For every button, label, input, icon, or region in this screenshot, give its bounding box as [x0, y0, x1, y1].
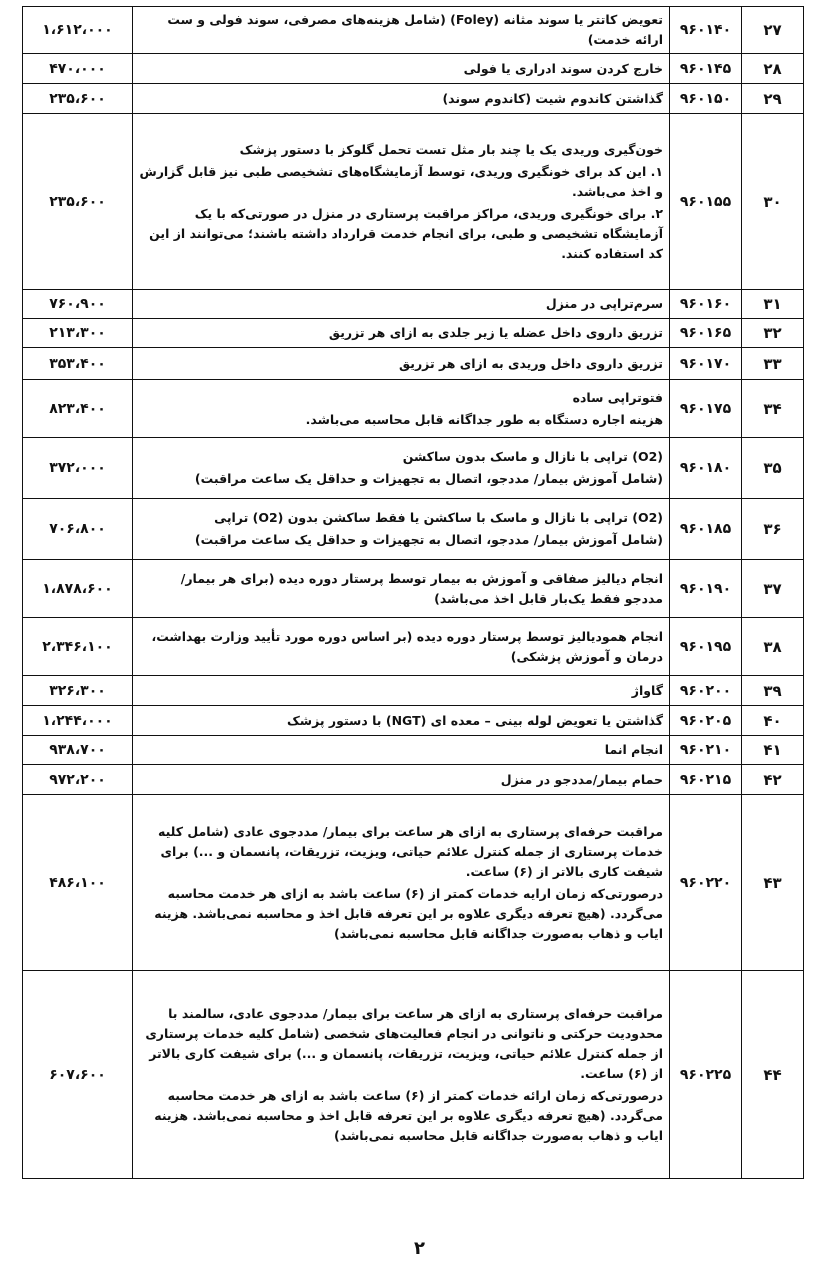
- description-line: مراقبت حرفه‌ای پرستاری به ازای هر ساعت برای بیمار/ مددجوی عادی، سالمند با محدودیت حرکتی و ناتوانی در انجام فعالیت‌های شخصی (شامل کلیه خدمات پرستاری از جمله کنترل علائم حیاتی، ویزیت، تزریقات، پانسمان و ...) برای شیفت کاری بالاتر از (۶) ساعت.: [145, 1005, 663, 1081]
- row-number-cell: ۳۸: [742, 618, 804, 676]
- table-row: [23, 560, 804, 618]
- service-code-cell: ۹۶۰۲۰۵: [670, 706, 742, 736]
- tariff-table-body: [23, 7, 804, 1179]
- row-number-cell: ۳۳: [742, 348, 804, 380]
- row-number-cell: ۲۷: [742, 7, 804, 54]
- description-line: تزریق داروی داخل عضله یا زیر جلدی به ازای هر تزریق: [328, 325, 663, 340]
- table-row: [23, 795, 804, 971]
- tariff-price-cell: ۲۳۵،۶۰۰: [23, 84, 133, 114]
- table-row: [23, 618, 804, 676]
- description-line: گاواژ: [631, 682, 663, 698]
- tariff-price-cell: ۷۰۶،۸۰۰: [23, 499, 133, 560]
- service-code-cell: ۹۶۰۱۴۰: [670, 7, 742, 54]
- service-code-cell: ۹۶۰۱۸۰: [670, 438, 742, 499]
- service-description-cell: [133, 348, 670, 380]
- tariff-price-cell: ۲۱۳،۳۰۰: [23, 319, 133, 348]
- service-code-cell: ۹۶۰۱۶۰: [670, 290, 742, 319]
- table-row: [23, 380, 804, 438]
- service-code-cell: ۹۶۰۱۴۵: [670, 54, 742, 84]
- row-number-cell: ۴۳: [742, 795, 804, 971]
- table-row: [23, 114, 804, 290]
- service-description-cell: [133, 7, 670, 54]
- service-code-cell: ۹۶۰۱۶۵: [670, 319, 742, 348]
- row-number-cell: ۳۵: [742, 438, 804, 499]
- description-line: سرم‌تراپی در منزل: [545, 296, 663, 311]
- tariff-price-cell: ۱،۶۱۲،۰۰۰: [23, 7, 133, 54]
- service-description-cell: [133, 676, 670, 706]
- service-description-cell: [133, 706, 670, 736]
- tariff-price-cell: ۹۳۸،۷۰۰: [23, 736, 133, 765]
- description-line: (O2) تراپی با نازال و ماسک بدون ساکشن: [402, 449, 663, 464]
- service-description-cell: [133, 290, 670, 319]
- tariff-price-cell: ۴۸۶،۱۰۰: [23, 795, 133, 971]
- service-code-cell: ۹۶۰۲۲۰: [670, 795, 742, 971]
- row-number-cell: ۳۲: [742, 319, 804, 348]
- row-number-cell: ۲۹: [742, 84, 804, 114]
- row-number-cell: ۴۲: [742, 765, 804, 795]
- service-description-cell: [133, 319, 670, 348]
- row-number-cell: ۴۱: [742, 736, 804, 765]
- service-description-cell: [133, 560, 670, 618]
- service-code-cell: ۹۶۰۱۵۵: [670, 114, 742, 290]
- row-number-cell: ۳۹: [742, 676, 804, 706]
- tariff-table: [22, 6, 804, 1179]
- description-line: تزریق داروی داخل وریدی به ازای هر تزریق: [399, 355, 663, 371]
- table-row: [23, 765, 804, 795]
- description-line: انجام انما: [604, 742, 663, 757]
- table-row: [23, 348, 804, 380]
- table-row: [23, 499, 804, 560]
- service-code-cell: ۹۶۰۲۱۰: [670, 736, 742, 765]
- row-number-cell: ۳۷: [742, 560, 804, 618]
- service-description-cell: [133, 84, 670, 114]
- description-line: انجام دیالیز صفاقی و آموزش به بیمار توسط پرستار دوره دیده (برای هر بیمار/ مددجو فقط یک‌بار قابل اخذ می‌باشد): [180, 570, 663, 606]
- service-code-cell: ۹۶۰۲۱۵: [670, 765, 742, 795]
- description-line: حمام بیمار/مددجو در منزل: [500, 771, 663, 787]
- description-line: هزینه اجاره دستگاه به طور جداگانه قابل محاسبه می‌باشد.: [305, 411, 663, 427]
- service-description-cell: [133, 618, 670, 676]
- table-row: [23, 736, 804, 765]
- service-description-cell: [133, 765, 670, 795]
- table-row: [23, 54, 804, 84]
- tariff-price-cell: ۱،۲۴۴،۰۰۰: [23, 706, 133, 736]
- tariff-price-cell: ۲،۳۴۶،۱۰۰: [23, 618, 133, 676]
- row-number-cell: ۳۶: [742, 499, 804, 560]
- description-line: گذاشتن کاندوم شیت (کاندوم سوند): [442, 90, 663, 106]
- description-line: (شامل آموزش بیمار/ مددجو، اتصال به تجهیزات و حداقل یک ساعت مراقبت): [194, 532, 663, 547]
- service-code-cell: ۹۶۰۱۷۵: [670, 380, 742, 438]
- service-description-cell: [133, 795, 670, 971]
- service-description-cell: [133, 499, 670, 560]
- service-code-cell: ۹۶۰۱۹۰: [670, 560, 742, 618]
- description-line: ۲. برای خونگیری وریدی، مراکز مراقبت پرستاری در منزل در صورتی‌که با یک آزمایشگاه تشخیصی و طبی، برای انجام خدمت قرارداد داشته باشند؛ می‌توانند از این کد استفاده کنند.: [149, 205, 663, 261]
- tariff-price-cell: ۳۷۲،۰۰۰: [23, 438, 133, 499]
- table-row: [23, 7, 804, 54]
- service-code-cell: ۹۶۰۲۲۵: [670, 971, 742, 1179]
- description-line: مراقبت حرفه‌ای پرستاری به ازای هر ساعت برای بیمار/ مددجوی عادی (شامل کلیه خدمات پرستاری از جمله کنترل علائم حیاتی، ویزیت، تزریقات، پانسمان و ...) برای شیفت کاری بالاتر از (۶) ساعت.: [157, 823, 663, 879]
- tariff-price-cell: ۹۷۲،۲۰۰: [23, 765, 133, 795]
- service-code-cell: ۹۶۰۱۹۵: [670, 618, 742, 676]
- table-row: [23, 290, 804, 319]
- tariff-price-cell: ۴۷۰،۰۰۰: [23, 54, 133, 84]
- service-description-cell: [133, 114, 670, 290]
- service-description-cell: [133, 438, 670, 499]
- row-number-cell: ۲۸: [742, 54, 804, 84]
- service-code-cell: ۹۶۰۱۸۵: [670, 499, 742, 560]
- description-line: فتوتراپی ساده: [572, 389, 663, 405]
- service-code-cell: ۹۶۰۱۵۰: [670, 84, 742, 114]
- table-row: [23, 84, 804, 114]
- service-description-cell: [133, 380, 670, 438]
- description-line: خون‌گیری وریدی یک یا چند بار مثل تست تحمل گلوکز با دستور پزشک: [239, 141, 663, 157]
- table-row: [23, 706, 804, 736]
- service-code-cell: ۹۶۰۲۰۰: [670, 676, 742, 706]
- table-row: [23, 971, 804, 1179]
- description-line: (شامل آموزش بیمار/ مددجو، اتصال به تجهیزات و حداقل یک ساعت مراقبت): [194, 471, 663, 486]
- tariff-price-cell: ۷۶۰،۹۰۰: [23, 290, 133, 319]
- description-line: گذاشتن یا تعویض لوله بینی – معده ای (NGT) با دستور پزشک: [287, 712, 663, 728]
- description-line: (O2) تراپی با نازال و ماسک با ساکشن یا فقط ساکشن بدون (O2) تراپی: [214, 510, 663, 525]
- service-description-cell: [133, 736, 670, 765]
- tariff-price-cell: ۸۲۳،۴۰۰: [23, 380, 133, 438]
- row-number-cell: ۴۰: [742, 706, 804, 736]
- tariff-price-cell: ۳۵۳،۴۰۰: [23, 348, 133, 380]
- row-number-cell: ۳۱: [742, 290, 804, 319]
- service-description-cell: [133, 971, 670, 1179]
- description-line: درصورتی‌که زمان ارائه خدمات کمتر از (۶) ساعت باشد به ازای هر خدمت محاسبه می‌گردد. (هیچ تعرفه دیگری علاوه بر این تعرفه قابل اخذ و محاسبه نمی‌باشد. هزینه ایاب و ذهاب به‌صورت جداگانه قابل محاسبه نمی‌باشد): [154, 1087, 663, 1143]
- table-row: [23, 438, 804, 499]
- description-line: ۱. این کد برای خونگیری وریدی، توسط آزمایشگاه‌های تشخیصی طبی نیز قابل گزارش و اخذ می‌باشد.: [139, 163, 663, 199]
- row-number-cell: ۴۴: [742, 971, 804, 1179]
- description-line: درصورتی‌که زمان ارایه خدمات کمتر از (۶) ساعت باشد به ازای هر خدمت محاسبه می‌گردد. (هیچ تعرفه دیگری علاوه بر این تعرفه قابل اخذ و محاسبه نمی‌باشد. هزینه ایاب و ذهاب به‌صورت جداگانه قابل محاسبه نمی‌باشد): [154, 885, 663, 941]
- tariff-price-cell: ۱،۸۷۸،۶۰۰: [23, 560, 133, 618]
- page-number: ۲: [414, 1238, 425, 1259]
- table-row: [23, 676, 804, 706]
- service-code-cell: ۹۶۰۱۷۰: [670, 348, 742, 380]
- tariff-price-cell: ۳۲۶،۳۰۰: [23, 676, 133, 706]
- service-description-cell: [133, 54, 670, 84]
- description-line: انجام همودیالیز توسط پرستار دوره دیده (بر اساس دوره مورد تأیید وزارت بهداشت، درمان و آموزش پزشکی): [151, 628, 663, 664]
- row-number-cell: ۳۴: [742, 380, 804, 438]
- table-row: [23, 319, 804, 348]
- row-number-cell: ۳۰: [742, 114, 804, 290]
- description-line: تعویض کاتتر یا سوند مثانه (Foley) (شامل هزینه‌های مصرفی، سوند فولی و ست ارائه خدمت): [167, 12, 663, 47]
- tariff-price-cell: ۲۳۵،۶۰۰: [23, 114, 133, 290]
- tariff-price-cell: ۶۰۷،۶۰۰: [23, 971, 133, 1179]
- description-line: خارج کردن سوند ادراری یا فولی: [463, 60, 663, 76]
